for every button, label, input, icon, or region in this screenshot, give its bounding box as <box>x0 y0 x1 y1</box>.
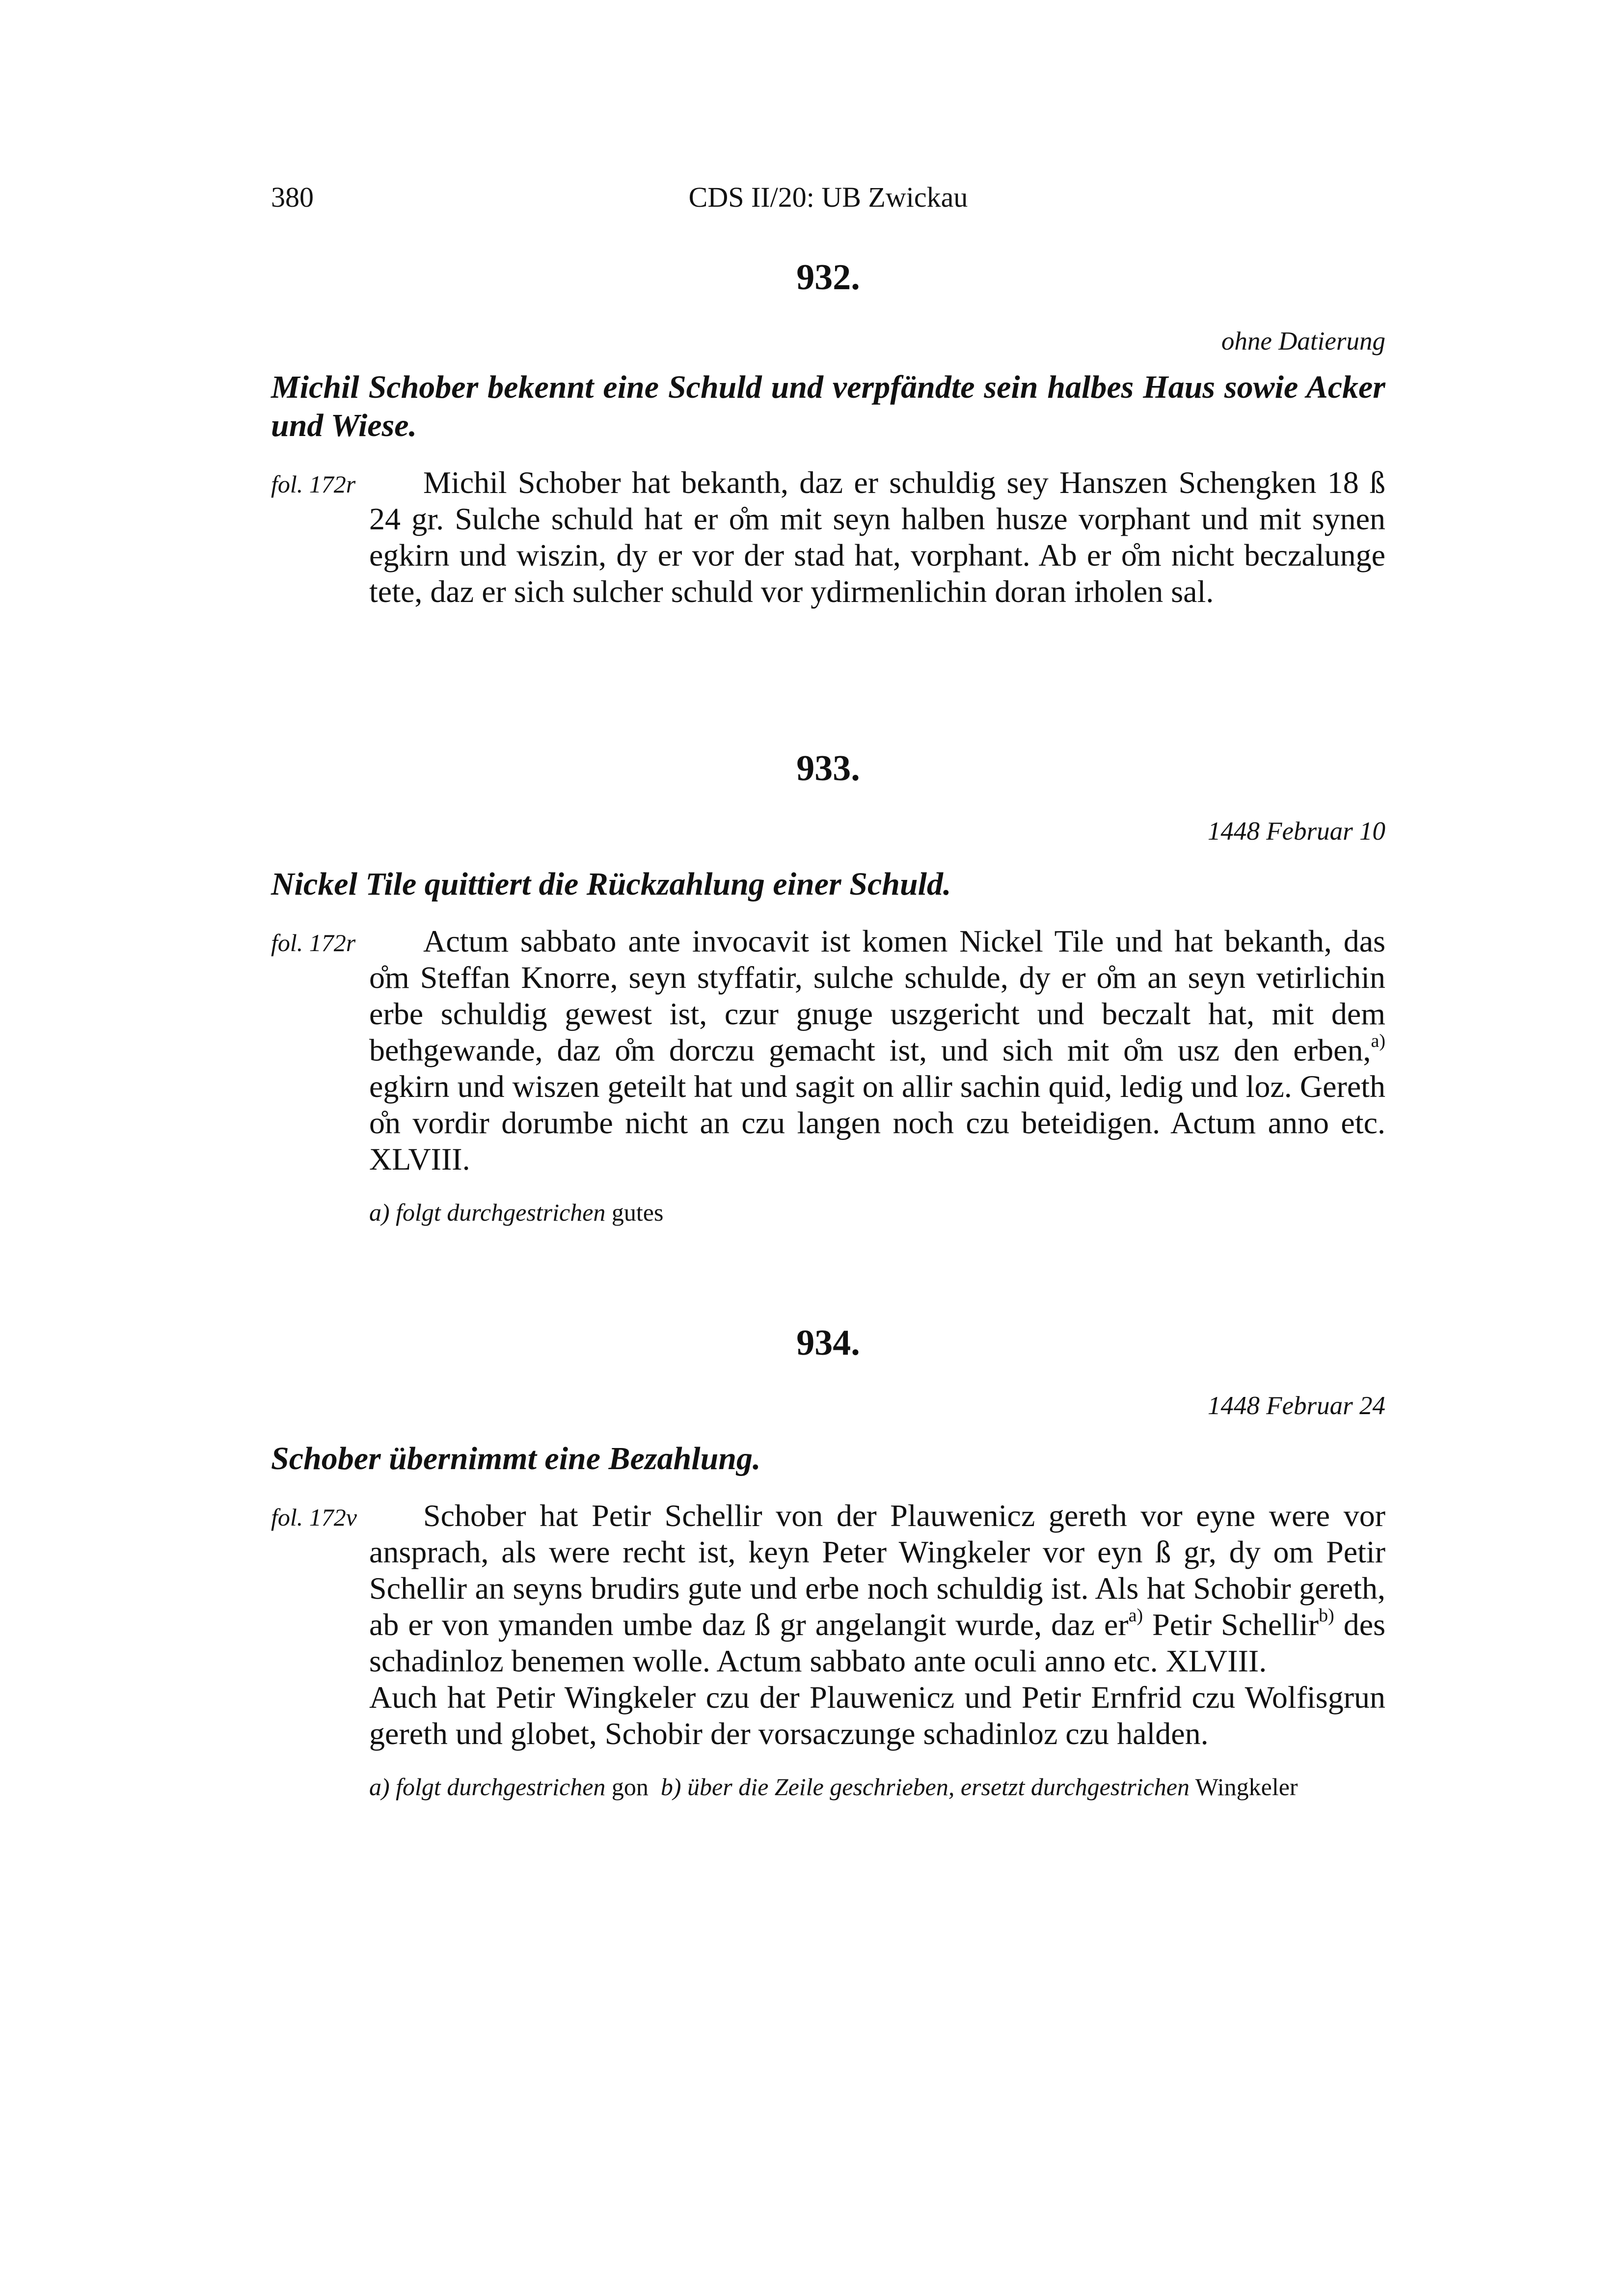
footnotes <box>271 1772 1385 1802</box>
entry-body <box>271 465 1385 610</box>
footnote-ref-a: a) <box>1128 1605 1143 1626</box>
entry-date: 1448 Februar 24 <box>1207 1392 1385 1420</box>
entry-text: Michil Schober hat bekanth, daz er schuldig sey Hanszen Schengken 18 ß 24 gr. Sulche schuld hat er o̊m mit seyn halben husze vorphant und mit synen egkirn und wiszin, dy er vor der stad hat, vorphant. Ab er o̊m nicht beczalunge tete, daz er sich sulcher schuld vor ydirmenlichin doran irholen sal. <box>369 465 1386 609</box>
footnote-a: a) folgt durchgestrichen gutes <box>369 1199 664 1226</box>
footnote-a-b: a) folgt durchgestrichen gon b) über die Zeile geschrieben, ersetzt durchgestrichen Wingkeler <box>369 1773 1298 1801</box>
entry-number: 933. <box>796 748 860 789</box>
folio-reference: fol. 172r <box>271 470 356 498</box>
folio-reference: fol. 172v <box>271 1503 357 1531</box>
page-number: 380 <box>271 181 314 213</box>
entry-number: 934. <box>796 1323 860 1363</box>
entry-body <box>271 923 1385 1177</box>
entry-body <box>271 1498 1385 1752</box>
entry-date: 1448 Februar 10 <box>1207 817 1385 846</box>
entry-934 <box>271 1321 1385 1802</box>
entry-933 <box>271 746 1385 1228</box>
series-title: CDS II/20: UB Zwickau <box>688 181 968 213</box>
entry-text-continuation: Auch hat Petir Wingkeler czu der Plauwenicz und Petir Ernfrid czu Wolfisgrun gereth und globet, Schobir der vorsaczunge schadinloz czu halden. <box>369 1680 1385 1751</box>
footnote-ref-b: b) <box>1319 1605 1334 1626</box>
entry-heading: Nickel Tile quittiert die Rückzahlung einer Schuld. <box>271 866 951 902</box>
folio-reference: fol. 172r <box>271 929 356 957</box>
running-head <box>271 178 1385 217</box>
entry-text: Schober hat Petir Schellir von der Plauwenicz gereth vor eyne were vor ansprach, als were recht ist, keyn Peter Wingkeler vor eyn ß gr, dy om Petir Schellir an seyns brudirs gute und erbe noch schuldig ist. Als hat Schobir gereth, ab er von ymanden umbe daz ß gr angelangit wurde, daz er$^{a)}$ Petir Schellir$^{b)}$ des schadinloz benemen wolle. Actum sabbato ante oculi anno etc. XLVIII. <box>369 1498 1386 1678</box>
entry-heading: Schober übernimmt eine Bezahlung. <box>271 1441 761 1476</box>
entry-date: ohne Datierung <box>1221 327 1385 355</box>
entry-932 <box>271 255 1385 610</box>
footnotes <box>271 1197 1385 1228</box>
entry-number: 932. <box>796 257 860 298</box>
entry-heading: Michil Schober bekennt eine Schuld und verpfändte sein halbes Haus sowie Acker und Wiese. <box>271 369 1385 443</box>
entry-text: Actum sabbato ante invocavit ist komen Nickel Tile und hat bekanth, das o̊m Steffan Knorre, seyn styffatir, sulche schulde, dy er o̊m an seyn vetirlichin erbe schuldig gewest ist, czur gnuge uszgericht und beczalt hat, mit dem bethgewande, daz o̊m dorczu gemacht ist, und sich mit o̊m usz den erben,$^{a)}$ egkirn und wiszen geteilt hat und sagit on allir sachin quid, ledig und loz. Gereth o̊n vordir dorumbe nicht an czu langen noch czu beteidigen. Actum anno etc. XLVIII. <box>369 924 1386 1176</box>
footnote-ref-a: a) <box>1371 1031 1386 1051</box>
